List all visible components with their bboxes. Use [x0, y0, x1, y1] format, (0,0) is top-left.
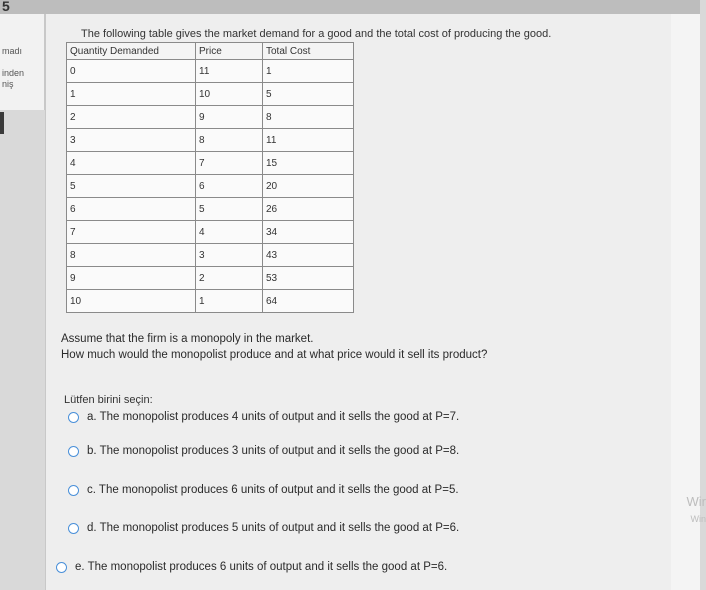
table-row: [67, 198, 354, 221]
option-label: d. The monopolist produces 5 units of output and it sells the good at P=6.: [87, 522, 460, 534]
cell-total-cost: 15: [263, 152, 354, 175]
table-row: [67, 221, 354, 244]
table-row: [67, 129, 354, 152]
demand-cost-table: [66, 42, 354, 313]
radio-button-icon[interactable]: [68, 446, 79, 457]
table-header-row: [67, 43, 354, 60]
option-c[interactable]: [68, 484, 459, 496]
question-line-2: How much would the monopolist produce and at what price would it sell its product?: [61, 349, 488, 361]
cell-quantity: 9: [67, 267, 196, 290]
cell-total-cost: 5: [263, 83, 354, 106]
cell-price: 7: [196, 152, 263, 175]
cell-quantity: 0: [67, 60, 196, 83]
table-row: [67, 60, 354, 83]
cell-price: 2: [196, 267, 263, 290]
question-number: 5: [2, 0, 10, 14]
cell-total-cost: 1: [263, 60, 354, 83]
cell-total-cost: 34: [263, 221, 354, 244]
cell-total-cost: 43: [263, 244, 354, 267]
cell-price: 6: [196, 175, 263, 198]
top-bar: [0, 0, 700, 14]
table-row: [67, 152, 354, 175]
cell-quantity: 6: [67, 198, 196, 221]
side-panel: [0, 14, 45, 110]
cell-quantity: 7: [67, 221, 196, 244]
table-row: [67, 267, 354, 290]
question-panel: [45, 14, 671, 590]
option-label: a. The monopolist produces 4 units of output and it sells the good at P=7.: [87, 411, 460, 423]
table-row: [67, 244, 354, 267]
cell-price: 9: [196, 106, 263, 129]
cell-price: 11: [196, 60, 263, 83]
cell-quantity: 4: [67, 152, 196, 175]
cell-price: 10: [196, 83, 263, 106]
cell-price: 3: [196, 244, 263, 267]
radio-button-icon[interactable]: [56, 562, 67, 573]
sidebar-item: niş: [2, 79, 14, 89]
table-row: [67, 83, 354, 106]
radio-button-icon[interactable]: [68, 523, 79, 534]
cell-total-cost: 64: [263, 290, 354, 313]
cell-total-cost: 11: [263, 129, 354, 152]
question-line-1: Assume that the firm is a monopoly in the market.: [61, 333, 314, 345]
cell-price: 1: [196, 290, 263, 313]
col-header-quantity: Quantity Demanded: [67, 43, 196, 60]
question-intro: The following table gives the market demand for a good and the total cost of producing the good.: [81, 28, 552, 40]
radio-button-icon[interactable]: [68, 412, 79, 423]
cell-total-cost: 20: [263, 175, 354, 198]
radio-button-icon[interactable]: [68, 485, 79, 496]
cell-price: 4: [196, 221, 263, 244]
option-d[interactable]: [68, 522, 459, 534]
cell-quantity: 10: [67, 290, 196, 313]
option-label: c. The monopolist produces 6 units of output and it sells the good at P=5.: [87, 484, 459, 496]
choose-one-prompt: Lütfen birini seçin:: [64, 394, 153, 406]
sidebar-accent: [0, 112, 4, 134]
windows-watermark: Wir: [686, 494, 706, 509]
cell-quantity: 1: [67, 83, 196, 106]
table-row: [67, 106, 354, 129]
col-header-total-cost: Total Cost: [263, 43, 354, 60]
option-label: e. The monopolist produces 6 units of output and it sells the good at P=6.: [75, 561, 448, 573]
windows-watermark-sub: Win: [690, 514, 706, 524]
sidebar-item: inden: [2, 68, 25, 78]
option-e[interactable]: [56, 561, 447, 573]
table-row: [67, 175, 354, 198]
cell-total-cost: 8: [263, 106, 354, 129]
cell-quantity: 8: [67, 244, 196, 267]
sidebar-item: madı: [2, 46, 23, 56]
cell-quantity: 2: [67, 106, 196, 129]
cell-quantity: 5: [67, 175, 196, 198]
right-margin: [671, 14, 706, 590]
cell-price: 5: [196, 198, 263, 221]
col-header-price: Price: [196, 43, 263, 60]
option-label: b. The monopolist produces 3 units of output and it sells the good at P=8.: [87, 445, 460, 457]
cell-total-cost: 26: [263, 198, 354, 221]
option-b[interactable]: [68, 445, 459, 457]
table-row: [67, 290, 354, 313]
cell-quantity: 3: [67, 129, 196, 152]
cell-price: 8: [196, 129, 263, 152]
option-a[interactable]: [68, 411, 459, 423]
cell-total-cost: 53: [263, 267, 354, 290]
